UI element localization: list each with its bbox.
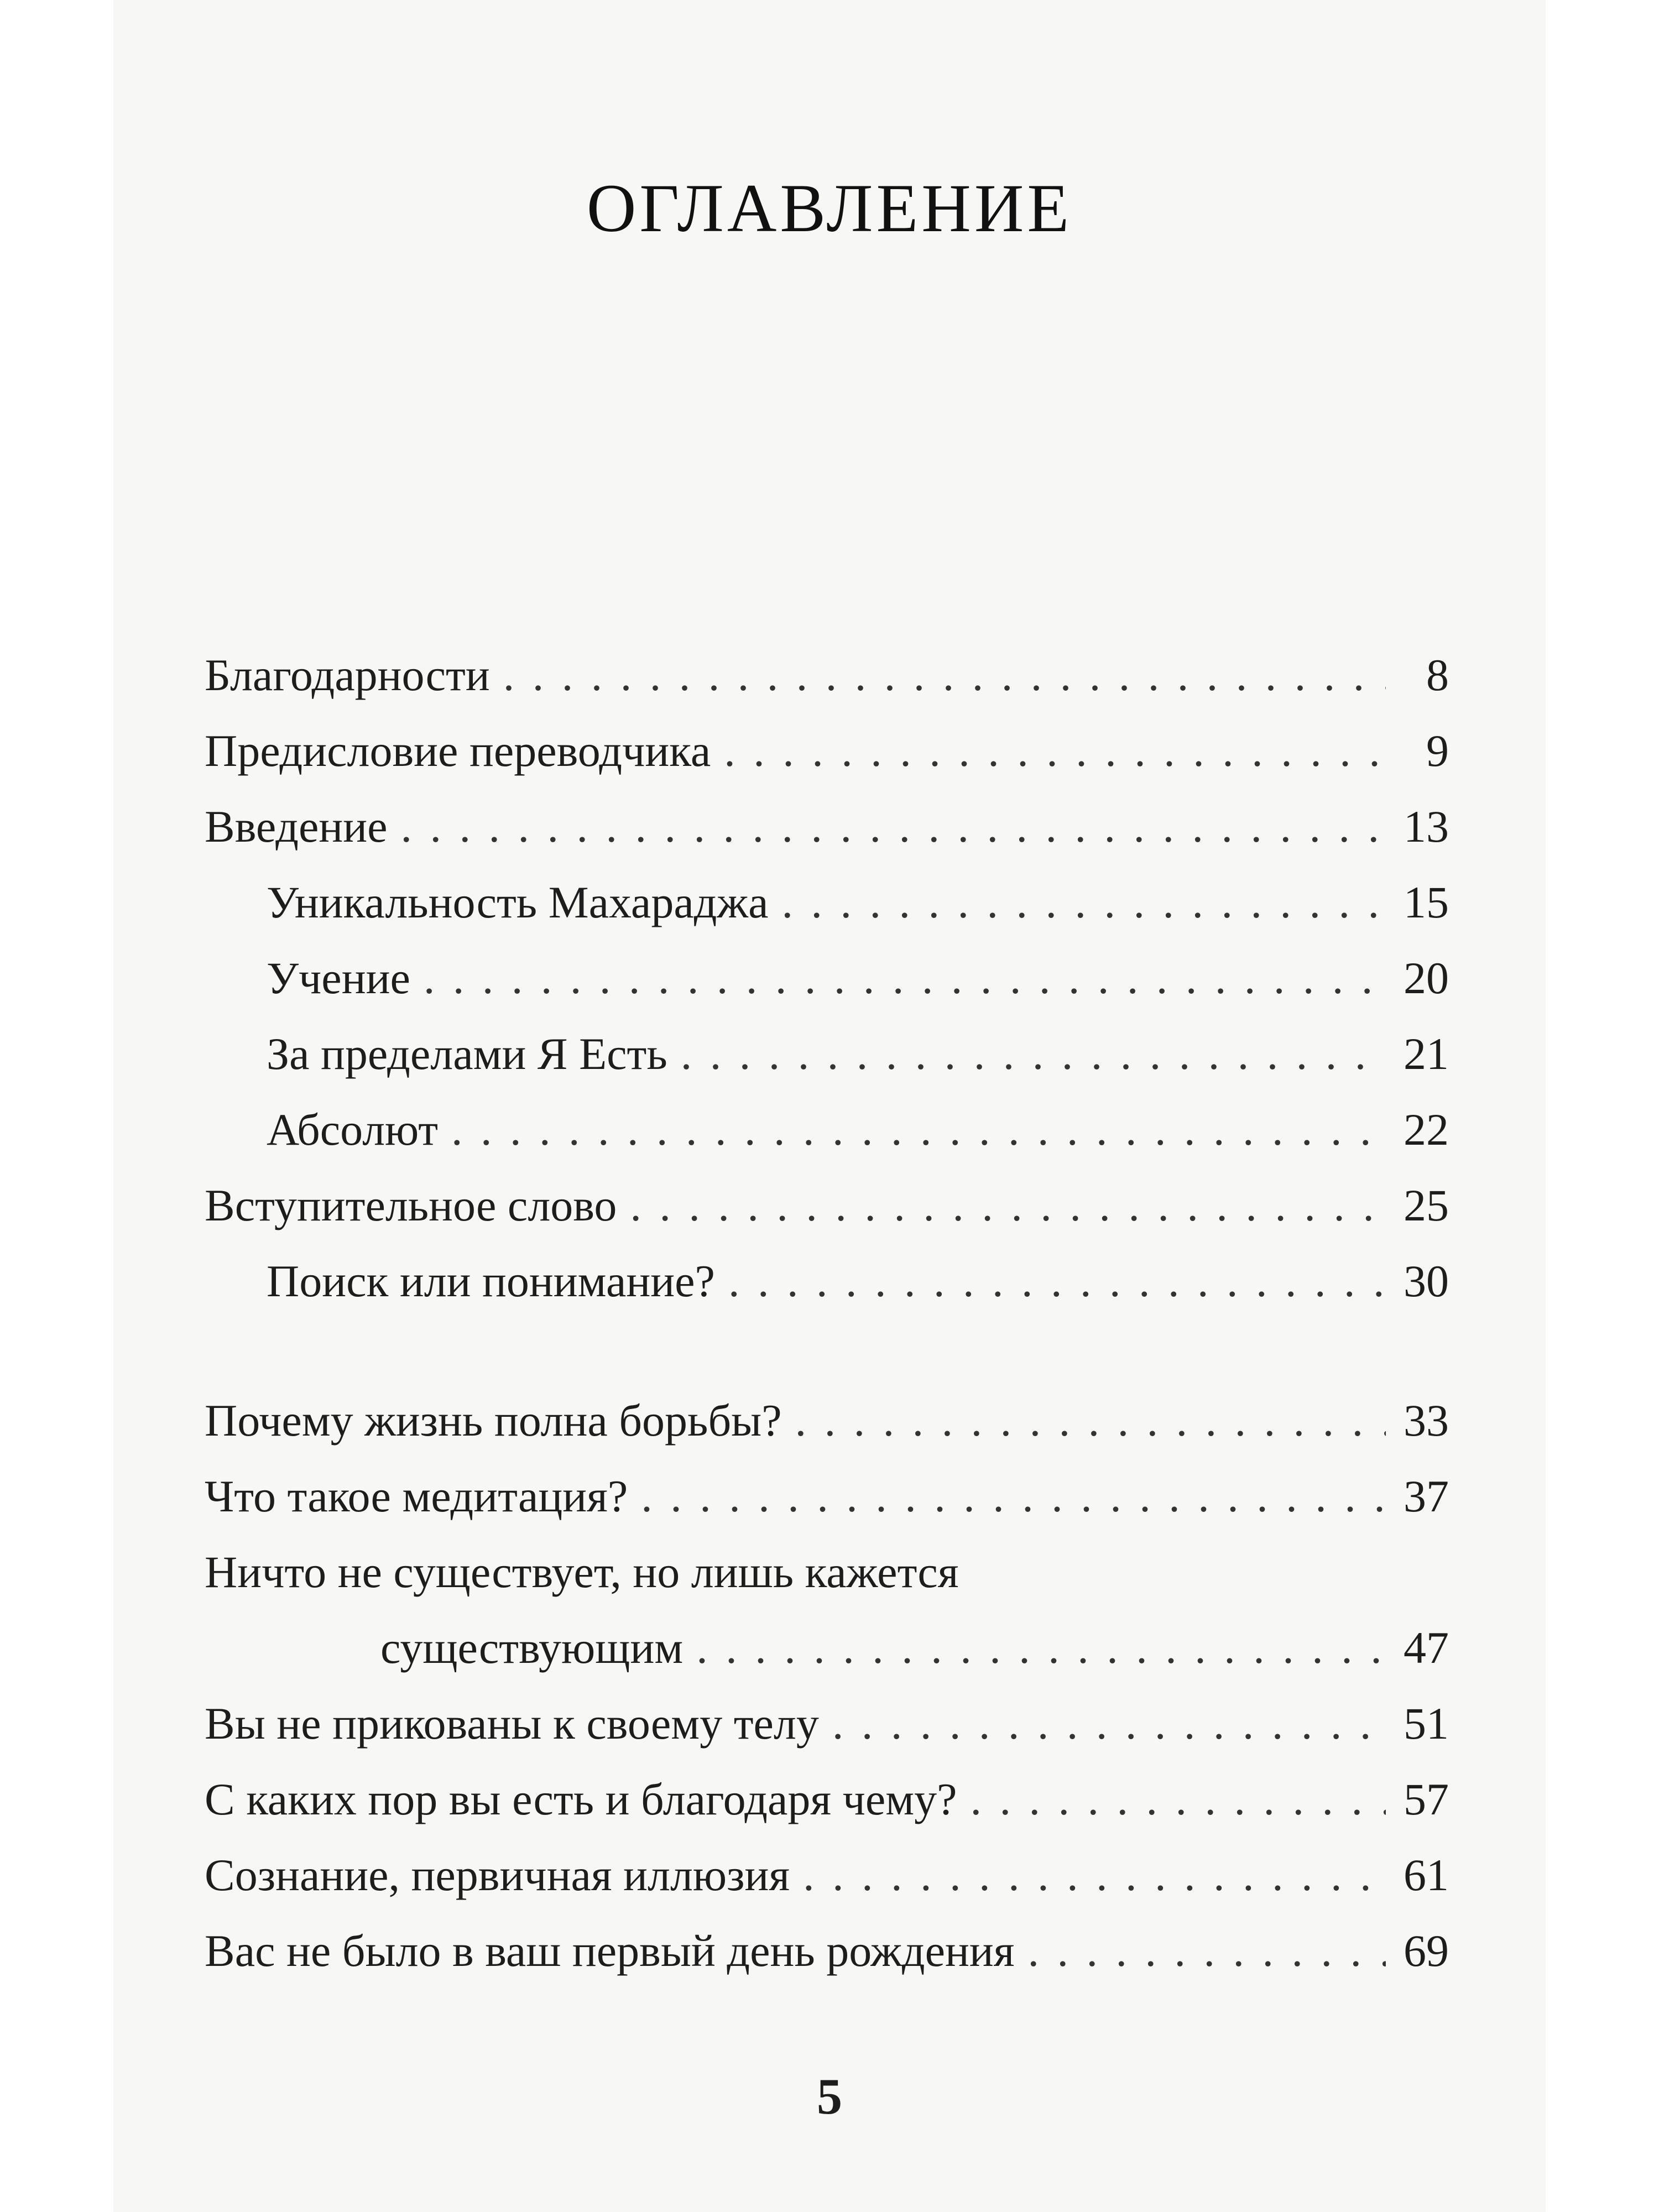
toc-entry-page: 57 bbox=[1404, 1774, 1449, 1824]
toc-entry-not-chained-to-body[interactable] bbox=[205, 1698, 1449, 1777]
toc-entry-page: 69 bbox=[1404, 1926, 1449, 1976]
dot-leader bbox=[971, 1777, 1386, 1822]
toc-entry-page: 15 bbox=[1404, 877, 1449, 927]
toc-entry-title: За пределами Я Есть bbox=[267, 1029, 667, 1079]
toc-entry-page: 25 bbox=[1404, 1180, 1449, 1230]
toc-entry-page: 51 bbox=[1404, 1698, 1449, 1749]
toc-entry-title: Сознание, первичная иллюзия bbox=[205, 1850, 790, 1900]
toc-entry-page: 9 bbox=[1426, 726, 1449, 776]
toc-entry-title: Ничто не существует, но лишь кажется bbox=[205, 1547, 959, 1597]
dot-leader bbox=[503, 653, 1386, 698]
toc-entry-page: 8 bbox=[1426, 650, 1449, 700]
dot-leader bbox=[782, 880, 1386, 925]
toc-entry-title: Почему жизнь полна борьбы? bbox=[205, 1395, 782, 1446]
toc-entry-page: 37 bbox=[1404, 1471, 1449, 1521]
table-of-contents bbox=[205, 650, 1449, 2004]
page-title: ОГЛАВЛЕНИЕ bbox=[586, 170, 1073, 246]
toc-entry-beyond-i-am[interactable] bbox=[205, 1031, 1449, 1107]
toc-entry-title: Учение bbox=[267, 953, 410, 1003]
page-number: 5 bbox=[817, 2068, 842, 2125]
toc-entry-consciousness-illusion[interactable] bbox=[205, 1850, 1449, 1928]
dot-leader bbox=[1027, 1928, 1386, 1974]
toc-entry-title-continuation: существующим bbox=[380, 1623, 684, 1673]
dot-leader bbox=[832, 1701, 1386, 1746]
dot-leader bbox=[451, 1107, 1386, 1152]
toc-entry-page: 21 bbox=[1404, 1029, 1449, 1079]
toc-entry-translator-preface[interactable] bbox=[205, 728, 1449, 804]
dot-leader bbox=[696, 1625, 1386, 1671]
toc-entry-nothing-exists[interactable] bbox=[205, 1547, 1449, 1625]
toc-entry-page: 33 bbox=[1404, 1395, 1449, 1446]
dot-leader bbox=[401, 804, 1386, 849]
toc-entry-title: С каких пор вы есть и благодаря чему? bbox=[205, 1774, 957, 1824]
toc-entry-title: Предисловие переводчика bbox=[205, 726, 711, 776]
toc-entry-introduction[interactable] bbox=[205, 801, 1449, 880]
toc-entry-acknowledgements[interactable] bbox=[205, 650, 1449, 728]
toc-entry-title: Вас не было в ваш первый день рождения bbox=[205, 1926, 1015, 1976]
toc-entry-title: Вступительное слово bbox=[205, 1180, 617, 1230]
toc-entry-page: 47 bbox=[1404, 1623, 1449, 1673]
dot-leader bbox=[681, 1031, 1386, 1077]
toc-entry-title: Введение bbox=[205, 801, 388, 852]
toc-entry-uniqueness[interactable] bbox=[205, 877, 1449, 956]
toc-entry-opening-word[interactable] bbox=[205, 1180, 1449, 1259]
dot-leader bbox=[630, 1183, 1386, 1228]
dot-leader bbox=[724, 728, 1386, 774]
toc-entry-since-when[interactable] bbox=[205, 1774, 1449, 1853]
dot-leader bbox=[728, 1259, 1386, 1304]
toc-entry-page: 13 bbox=[1404, 801, 1449, 852]
dot-leader bbox=[795, 1398, 1386, 1443]
toc-entry-meditation[interactable] bbox=[205, 1471, 1449, 1550]
toc-entry-absolute[interactable] bbox=[205, 1104, 1449, 1183]
toc-entry-page: 61 bbox=[1404, 1850, 1449, 1900]
toc-entry-page: 30 bbox=[1404, 1256, 1449, 1306]
toc-entry-title: Поиск или понимание? bbox=[267, 1256, 715, 1306]
toc-entry-page: 22 bbox=[1404, 1104, 1449, 1155]
toc-entry-first-birthday[interactable] bbox=[205, 1928, 1449, 2004]
toc-entry-title: Уникальность Махараджа bbox=[267, 877, 769, 927]
dot-leader bbox=[641, 1474, 1386, 1519]
dot-leader bbox=[803, 1853, 1386, 1898]
toc-entry-search-or-understanding[interactable] bbox=[205, 1256, 1449, 1334]
dot-leader bbox=[424, 956, 1386, 1001]
toc-entry-title: Что такое медитация? bbox=[205, 1471, 628, 1521]
toc-entry-teaching[interactable] bbox=[205, 953, 1449, 1031]
toc-entry-page: 20 bbox=[1404, 953, 1449, 1003]
toc-entry-life-struggle[interactable] bbox=[205, 1395, 1449, 1474]
toc-entry-nothing-exists-cont[interactable] bbox=[205, 1625, 1449, 1701]
toc-entry-title: Абсолют bbox=[267, 1104, 439, 1155]
toc-entry-title: Вы не прикованы к своему телу bbox=[205, 1698, 819, 1749]
toc-entry-title: Благодарности bbox=[205, 650, 490, 700]
